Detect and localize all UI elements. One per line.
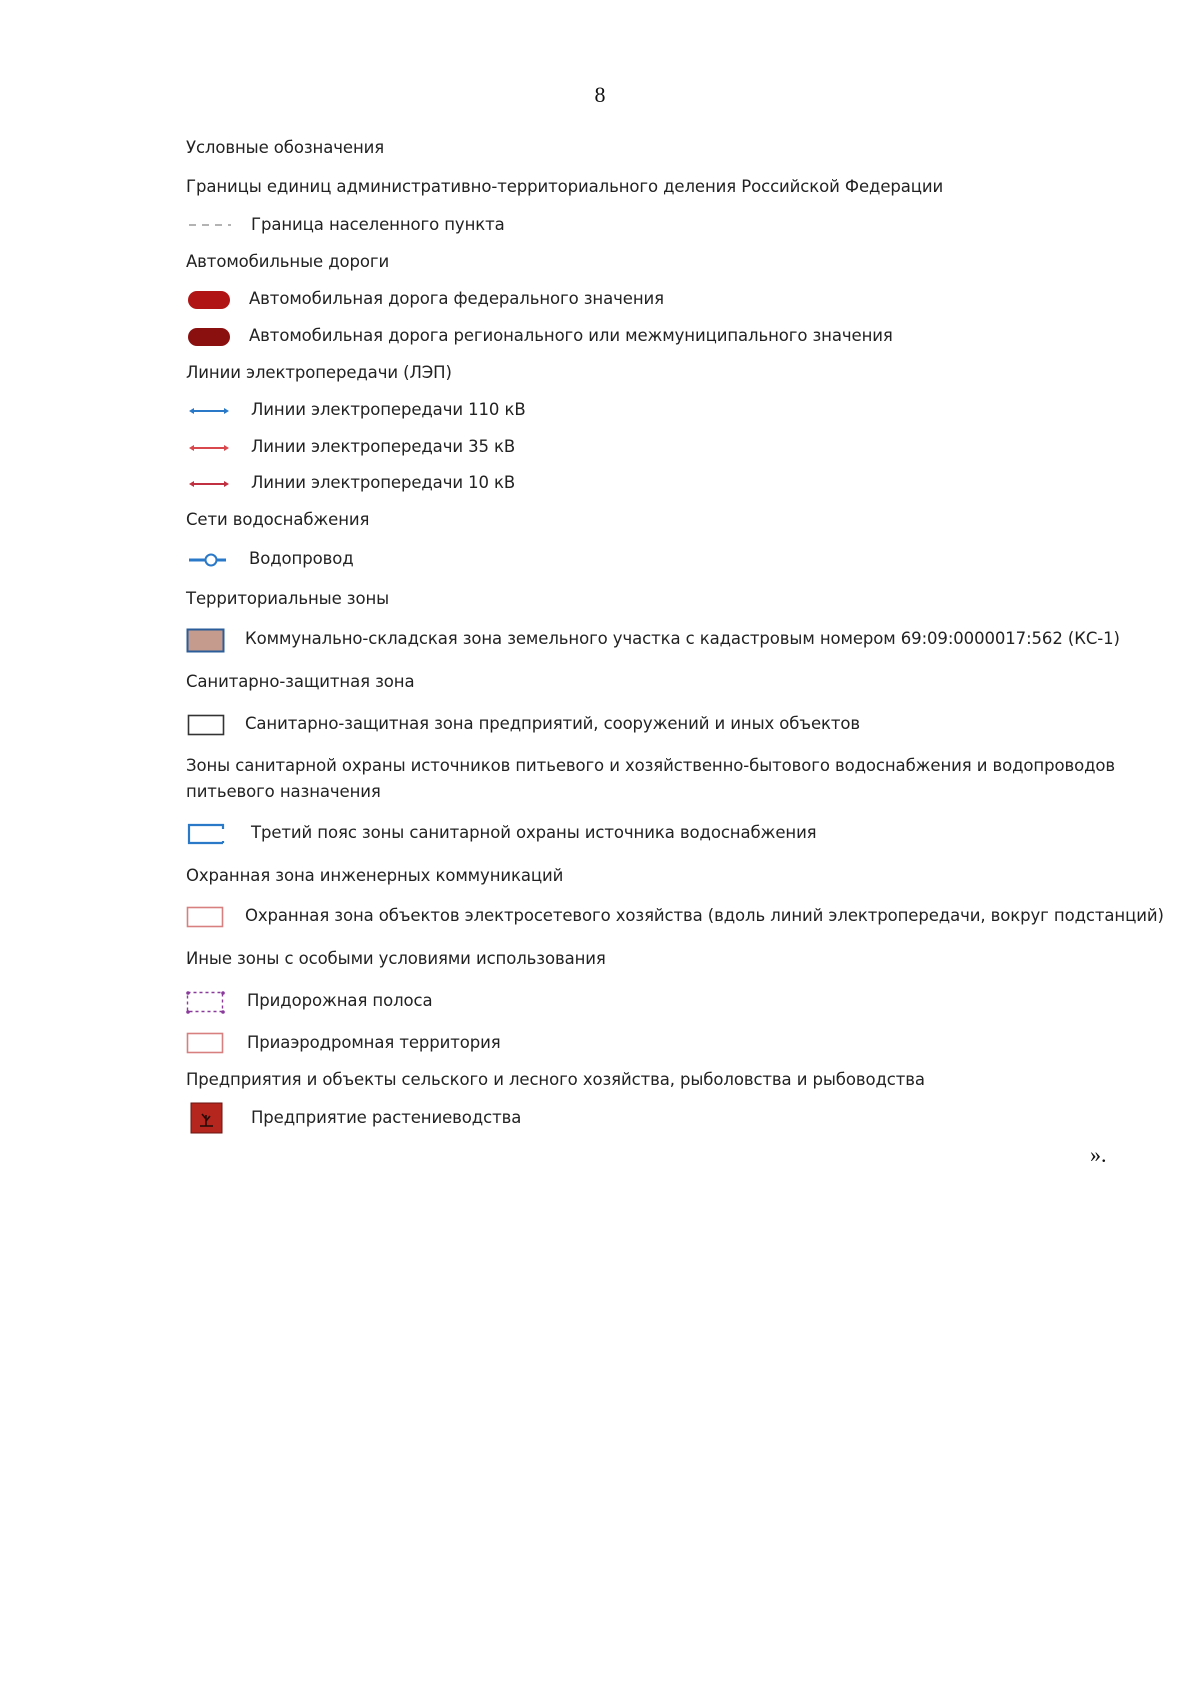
airfield-territory-icon [186,1032,226,1056]
legend-item-label: Линии электропередачи 10 кВ [251,473,516,492]
section-heading-engineering: Охранная зона инженерных коммуникаций [186,866,564,885]
legend-item-label: Придорожная полоса [247,991,433,1010]
regional-road-icon [187,327,231,347]
section-heading-boundaries: Границы единиц административно-территориального деления Российской Федерации [186,177,944,196]
water-source-third-belt-icon [187,823,227,847]
section-heading-water-protection-line2: питьевого назначения [186,782,381,801]
power-line-35-icon [189,442,229,454]
power-line-10-icon [189,478,229,490]
legend-item-label: Линии электропередачи 35 кВ [251,437,516,456]
legend-item-label: Автомобильная дорога регионального или межмуниципального значения [249,326,893,345]
dashed-line-icon [188,218,232,232]
crop-enterprise-icon [190,1102,224,1134]
legend-item-label: Предприятие растениеводства [251,1108,522,1127]
section-heading-water-protection-line1: Зоны санитарной охраны источников питьевого и хозяйственно-бытового водоснабжения и водопроводов [186,756,1116,775]
power-protection-zone-icon [186,906,226,930]
section-heading-roads: Автомобильные дороги [186,252,390,271]
water-pipe-icon [188,551,230,569]
legend-item-label: Водопровод [249,549,354,568]
legend-item-label: Граница населенного пункта [251,215,505,234]
legend-item-label: Автомобильная дорога федерального значения [249,289,664,308]
power-line-110-icon [189,405,229,417]
closing-quote-mark: ». [1090,1142,1107,1167]
section-heading-other-zones: Иные зоны с особыми условиями использования [186,949,606,968]
communal-storage-zone-icon [186,628,226,654]
federal-road-icon [187,290,231,310]
roadside-strip-icon [186,991,226,1015]
legend-item-label: Охранная зона объектов электросетевого хозяйства (вдоль линий электропередачи, вокруг подстанций) [245,906,1164,925]
legend-item-label: Линии электропередачи 110 кВ [251,400,526,419]
legend-title: Условные обозначения [186,138,385,157]
sanitary-zone-icon [187,714,227,738]
legend-item-label: Коммунально-складская зона земельного участка с кадастровым номером 69:09:0000017:562 (КС-1) [245,629,1120,648]
section-heading-zones: Территориальные зоны [186,589,390,608]
legend-item-label: Третий пояс зоны санитарной охраны источника водоснабжения [251,823,817,842]
section-heading-power: Линии электропередачи (ЛЭП) [186,363,452,382]
section-heading-water: Сети водоснабжения [186,510,370,529]
legend-item-label: Приаэродромная территория [247,1033,501,1052]
page-number: 8 [594,82,606,107]
section-heading-agriculture: Предприятия и объекты сельского и лесного хозяйства, рыболовства и рыбоводства [186,1070,925,1089]
section-heading-sanitary: Санитарно-защитная зона [186,672,415,691]
legend-item-label: Санитарно-защитная зона предприятий, сооружений и иных объектов [245,714,860,733]
